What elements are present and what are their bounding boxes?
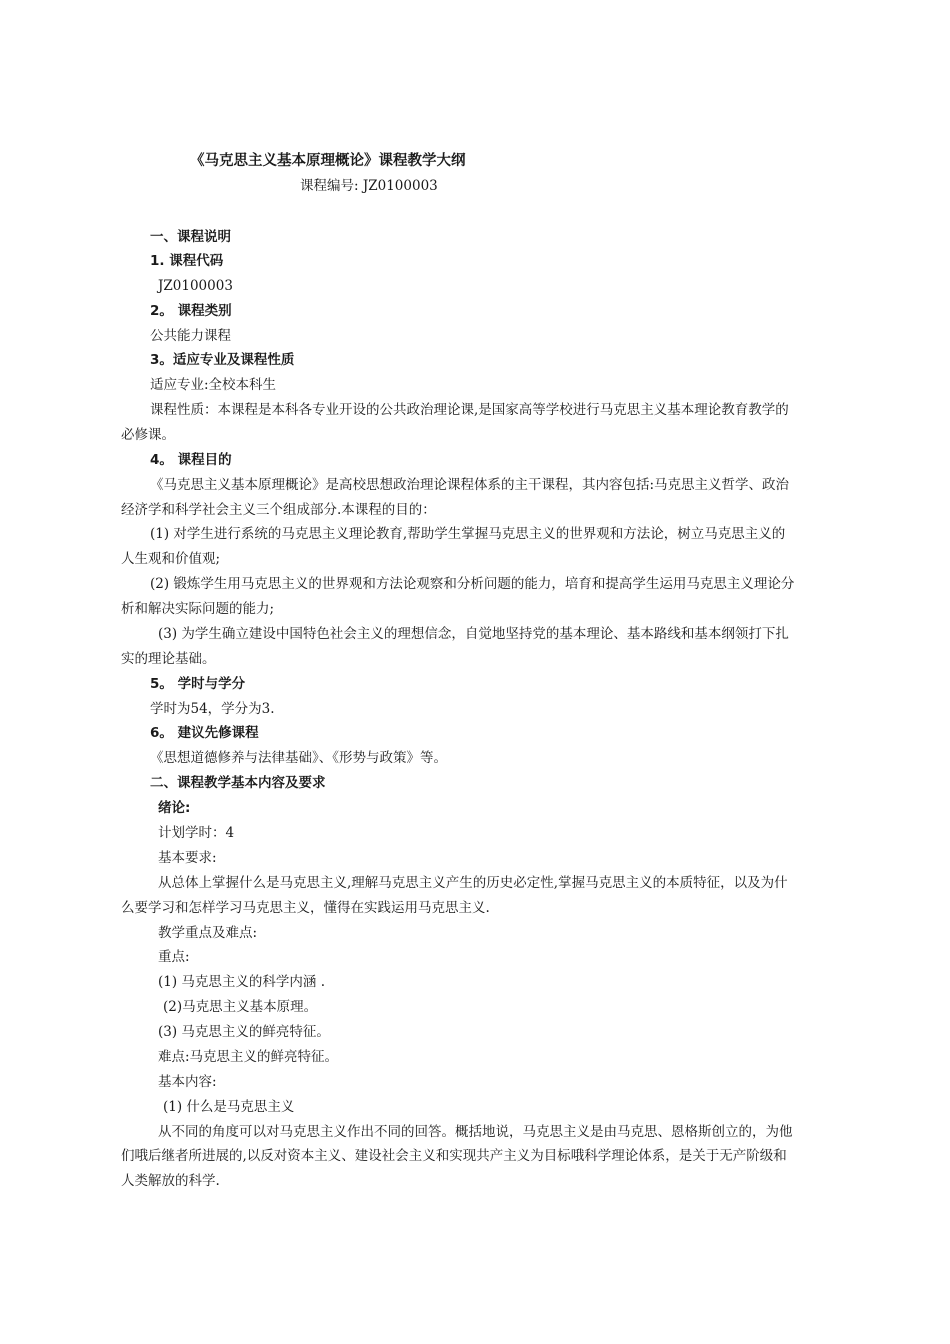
applicable-major-text: 适应专业:全校本科生 (150, 377, 277, 393)
requirements-line-2: 么要学习和怎样学习马克思主义，懂得在实践运用马克思主义. (121, 900, 490, 916)
key-points-label: 重点: (158, 949, 190, 965)
subheading-hours-credits: 5。 学时与学分 (150, 676, 246, 692)
section-heading-1: 一、课程说明 (150, 229, 231, 245)
body-line-3: 人类解放的科学. (121, 1173, 220, 1189)
objective-line-8: 实的理论基础。 (121, 651, 216, 667)
introduction-heading: 绪论: (158, 800, 191, 816)
course-code-line: 课程编号: JZ0100003 (300, 178, 438, 194)
subheading-course-category: 2。 课程类别 (150, 303, 232, 319)
key-difficult-label: 教学重点及难点: (158, 925, 258, 941)
objective-line-5: (2) 锻炼学生用马克思主义的世界观和方法论观察和分析问题的能力，培育和提高学生运用马克思主义理论分 (150, 576, 795, 592)
content-item-1: (1) 什么是马克思主义 (163, 1099, 295, 1115)
key-point-1: (1) 马克思主义的科学内涵 . (158, 974, 325, 990)
course-category-value: 公共能力课程 (150, 328, 231, 344)
document-title: 《马克思主义基本原理概论》课程教学大纲 (190, 153, 466, 169)
subheading-prerequisites: 6。 建议先修课程 (150, 725, 259, 741)
objective-line-7: (3) 为学生确立建设中国特色社会主义的理想信念，自觉地坚持党的基本理论、基本路线和基本纲领打下扎 (158, 626, 789, 642)
prerequisites-text: 《思想道德修养与法律基础》、《形势与政策》等。 (150, 750, 447, 766)
objective-line-4: 人生观和价值观; (121, 551, 221, 567)
subheading-course-objective: 4。 课程目的 (150, 452, 232, 468)
objective-line-3: (1) 对学生进行系统的马克思主义理论教育,帮助学生掌握马克思主义的世界观和方法论，树立马克思主义的 (150, 526, 786, 542)
body-line-2: 们哦后继者所进展的,以反对资本主义、建设社会主义和实现共产主义为目标哦科学理论体系，是关于无产阶级和 (121, 1148, 787, 1164)
key-point-2: (2)马克思主义基本原理。 (163, 999, 318, 1015)
subheading-course-code: 1. 课程代码 (150, 253, 224, 269)
plan-hours: 计划学时：4 (158, 825, 235, 841)
body-line-1: 从不同的角度可以对马克思主义作出不同的回答。概括地说，马克思主义是由马克思、恩格斯创立的，为他 (158, 1124, 793, 1140)
course-nature-line-1: 课程性质：本课程是本科各专业开设的公共政治理论课,是国家高等学校进行马克思主义基本理论教育教学的 (150, 402, 789, 418)
course-code-value: JZ0100003 (158, 278, 233, 294)
course-nature-line-2: 必修课。 (121, 427, 175, 443)
subheading-applicable-major: 3。适应专业及课程性质 (150, 352, 295, 368)
key-point-3: (3) 马克思主义的鲜亮特征。 (158, 1024, 330, 1040)
objective-line-1: 《马克思主义基本原理概论》是高校思想政治理论课程体系的主干课程，其内容包括:马克思主义哲学、政治 (150, 477, 790, 493)
objective-line-6: 析和解决实际问题的能力; (121, 601, 275, 617)
hours-credits-text: 学时为54，学分为3. (150, 701, 275, 717)
basic-requirements-label: 基本要求: (158, 850, 217, 866)
requirements-line-1: 从总体上掌握什么是马克思主义,理解马克思主义产生的历史必定性,掌握马克思主义的本质特征，以及为什 (158, 875, 788, 891)
difficulty-text: 难点:马克思主义的鲜亮特征。 (158, 1049, 339, 1065)
basic-content-label: 基本内容: (158, 1074, 217, 1090)
section-heading-2: 二、课程教学基本内容及要求 (150, 775, 326, 791)
objective-line-2: 经济学和科学社会主义三个组成部分.本课程的目的： (121, 502, 436, 518)
